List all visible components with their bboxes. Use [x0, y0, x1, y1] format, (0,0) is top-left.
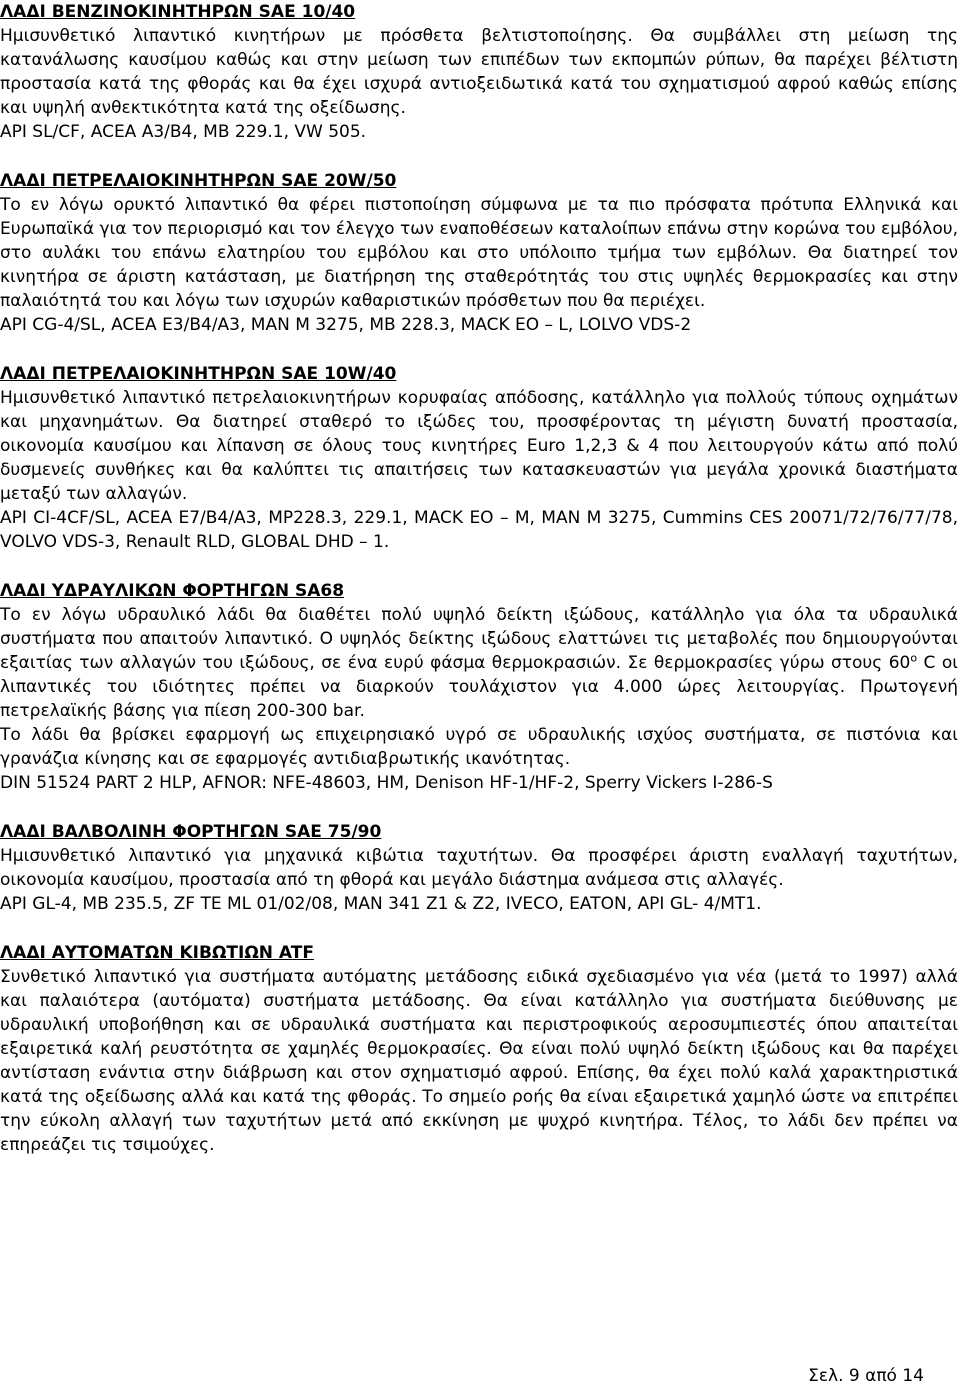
section-specifications: DIN 51524 PART 2 HLP, AFNOR: NFE-48603, HM, Denison HF-1/HF-2, Sperry Vickers I-286-S	[0, 773, 773, 793]
section-heading: ΛΑΔΙ ΑΥΤΟΜΑΤΩΝ ΚΙΒΩΤΙΩΝ ATF	[0, 943, 314, 963]
page-number: Σελ. 9 από 14	[808, 1366, 924, 1386]
degree-superscript: o	[910, 651, 918, 665]
section-application: Το λάδι θα βρίσκει εφαρμογή ως επιχειρησιακό υγρό σε υδραυλικής ισχύος συστήματα, σε πιστόνια και γρανάζια κίνησης και σε εφαρμογές αντιδιαβρωτικής ικανότητας.	[0, 725, 958, 769]
section-heading: ΛΑΔΙ ΥΔΡΑΥΛΙΚΩΝ ΦΟΡΤΗΓΩΝ SA68	[0, 581, 345, 601]
section-heading: ΛΑΔΙ ΠΕΤΡΕΛΑΙΟΚΙΝΗΤΗΡΩΝ SAE 20W/50	[0, 171, 397, 191]
section-heading: ΛΑΔΙ ΒΕΝΖΙΝΟΚΙΝΗΤΗΡΩΝ SAE 10/40	[0, 2, 356, 22]
section-atf-oil	[0, 941, 958, 1157]
section-description: Ημισυνθετικό λιπαντικό κινητήρων με πρόσθετα βελτιστοποίησης. Θα συμβάλλει στη μείωση της κατανάλωσης καυσίμου καθώς και στην μείωση των επιπέδων των εκπομπών ρύπων, θα παρέχει βέλτιστη προστασία κατά της φθοράς και θα έχει ισχυρά αντιοξειδωτικά κατά του σχηματισμού αφρού καθώς επίσης και υψηλή ανθεκτικότητα κατά της οξείδωσης.	[0, 26, 958, 118]
section-description: Το εν λόγω ορυκτό λιπαντικό θα φέρει πιστοποίηση σύμφωνα με τα πιο πρόσφατα πρότυπα Ελληνικά και Ευρωπαϊκά για τον περιορισμό και τον έλεγχο των εναποθέσεων καταλοίπων επάνω στην κορώνα του εμβόλου, στο αυλάκι του επάνω ελατηρίου του εμβόλου και στο υπόλοιπο τμήμα των εμβόλων. Θα διατηρεί τον κινητήρα σε άριστη κατάσταση, με διατήρηση της σταθερότητάς του στις υψηλές θερμοκρασίες και στην παλαιότητά του και λόγω των ισχυρών καθαριστικών πρόσθετων που θα περιέχει.	[0, 195, 958, 311]
description-text-end: C οι λιπαντικές του ιδιότητες πρέπει να διαρκούν τουλάχιστον για 4.000 ώρες λειτουργίας. Πρωτογενή πετρελαϊκής βάσης για πίεση 200-300 bar.	[0, 653, 958, 721]
section-specifications: API GL-4, MB 235.5, ZF TE ML 01/02/08, MAN 341 Z1 & Z2, IVECO, EATON, API GL- 4/MT1.	[0, 894, 762, 914]
section-heading: ΛΑΔΙ ΠΕΤΡΕΛΑΙΟΚΙΝΗΤΗΡΩΝ SAE 10W/40	[0, 364, 397, 384]
section-description: Ημισυνθετικό λιπαντικό για μηχανικά κιβώτια ταχυτήτων. Θα προσφέρει άριστη εναλλαγή ταχυτήτων, οικονομία καυσίμου, προστασία από τη φθορά και μεγάλο διάστημα ανάμεσα στις αλλαγές.	[0, 846, 958, 890]
section-description: Ημισυνθετικό λιπαντικό πετρελαιοκινητήρων κορυφαίας απόδοσης, κατάλληλο για πολλούς τύπους οχημάτων και μηχανημάτων. Θα διατηρεί σταθερό το ιξώδες του, προσφέροντας τη μέγιστη δυνατή προστασία, οικονομία καυσίμου και λίπανση σε όλους τους κινητήρες Euro 1,2,3 & 4 που λειτουργούν κάτω από πολύ δυσμενείς συνθήκες και θα καλύπτει τις απαιτήσεις των κατασκευαστών για μεγάλα χρονικά διαστήματα μεταξύ των αλλαγών.	[0, 388, 958, 504]
description-text-start: Το εν λόγω υδραυλικό λάδι θα διαθέτει πολύ υψηλό δείκτη ιξώδους, κατάλληλο για όλα τα υδραυλικά συστήματα που απαιτούν λιπαντικό. Ο υψηλός δείκτης ιξώδους ελαττώνει τις μεταβολές που δημιουργούνται εξαιτίας των αλλαγών του ιξώδους, σε ένα ευρύ φάσμα θερμοκρασιών. Σε θερμοκρασίες γύρω στους 60	[0, 605, 958, 673]
section-diesel-engine-oil-20w50	[0, 169, 958, 337]
section-description	[0, 603, 958, 723]
section-specifications: API SL/CF, ACEA A3/B4, MB 229.1, VW 505.	[0, 122, 367, 142]
section-specifications: API CG-4/SL, ACEA E3/B4/A3, MAN M 3275, MB 228.3, MACK EO – L, LOLVO VDS-2	[0, 315, 692, 335]
section-petrol-engine-oil	[0, 0, 958, 144]
section-heading: ΛΑΔΙ ΒΑΛΒΟΛΙΝΗ ΦΟΡΤΗΓΩΝ SAE 75/90	[0, 822, 382, 842]
section-hydraulic-oil	[0, 579, 958, 795]
section-description: Συνθετικό λιπαντικό για συστήματα αυτόματης μετάδοσης ειδικά σχεδιασμένο για νέα (μετά το 1997) αλλά και παλαιότερα (αυτόματα) συστήματα μετάδοσης. Θα είναι κατάλληλο για συστήματα διεύθυνσης με υδραυλική υποβοήθηση και σε υδραυλικά συστήματα και περιστροφικούς αεροσυμπιεστές όπου απαιτείται εξαιρετικά καλή ρευστότητα σε χαμηλές θερμοκρασίες. Θα είναι πολύ υψηλό δείκτη ιξώδους και θα παρέχει αντίσταση ενάντια στην διάβρωση και στον σχηματισμό αφρού. Επίσης, θα έχει πολύ καλά χαρακτηριστικά κατά της οξείδωσης αλλά και κατά της φθοράς. Το σημείο ροής θα είναι εξαιρετικά χαμηλό ώστε να επιτρέπει την εύκολη αλλαγή των ταχυτήτων μετά από εκκίνηση με ψυχρό κινητήρα. Τέλος, το λάδι δεν πρέπει να επηρεάζει τις τσιμούχες.	[0, 967, 958, 1155]
section-diesel-engine-oil-10w40	[0, 362, 958, 554]
section-gear-oil	[0, 820, 958, 916]
section-specifications: API CI-4CF/SL, ACEA E7/B4/A3, MP228.3, 229.1, MACK EO – M, MAN M 3275, Cummins CES 20071/72/76/77/78, VOLVO VDS-3, Renault RLD, GLOBAL DHD – 1.	[0, 508, 958, 552]
